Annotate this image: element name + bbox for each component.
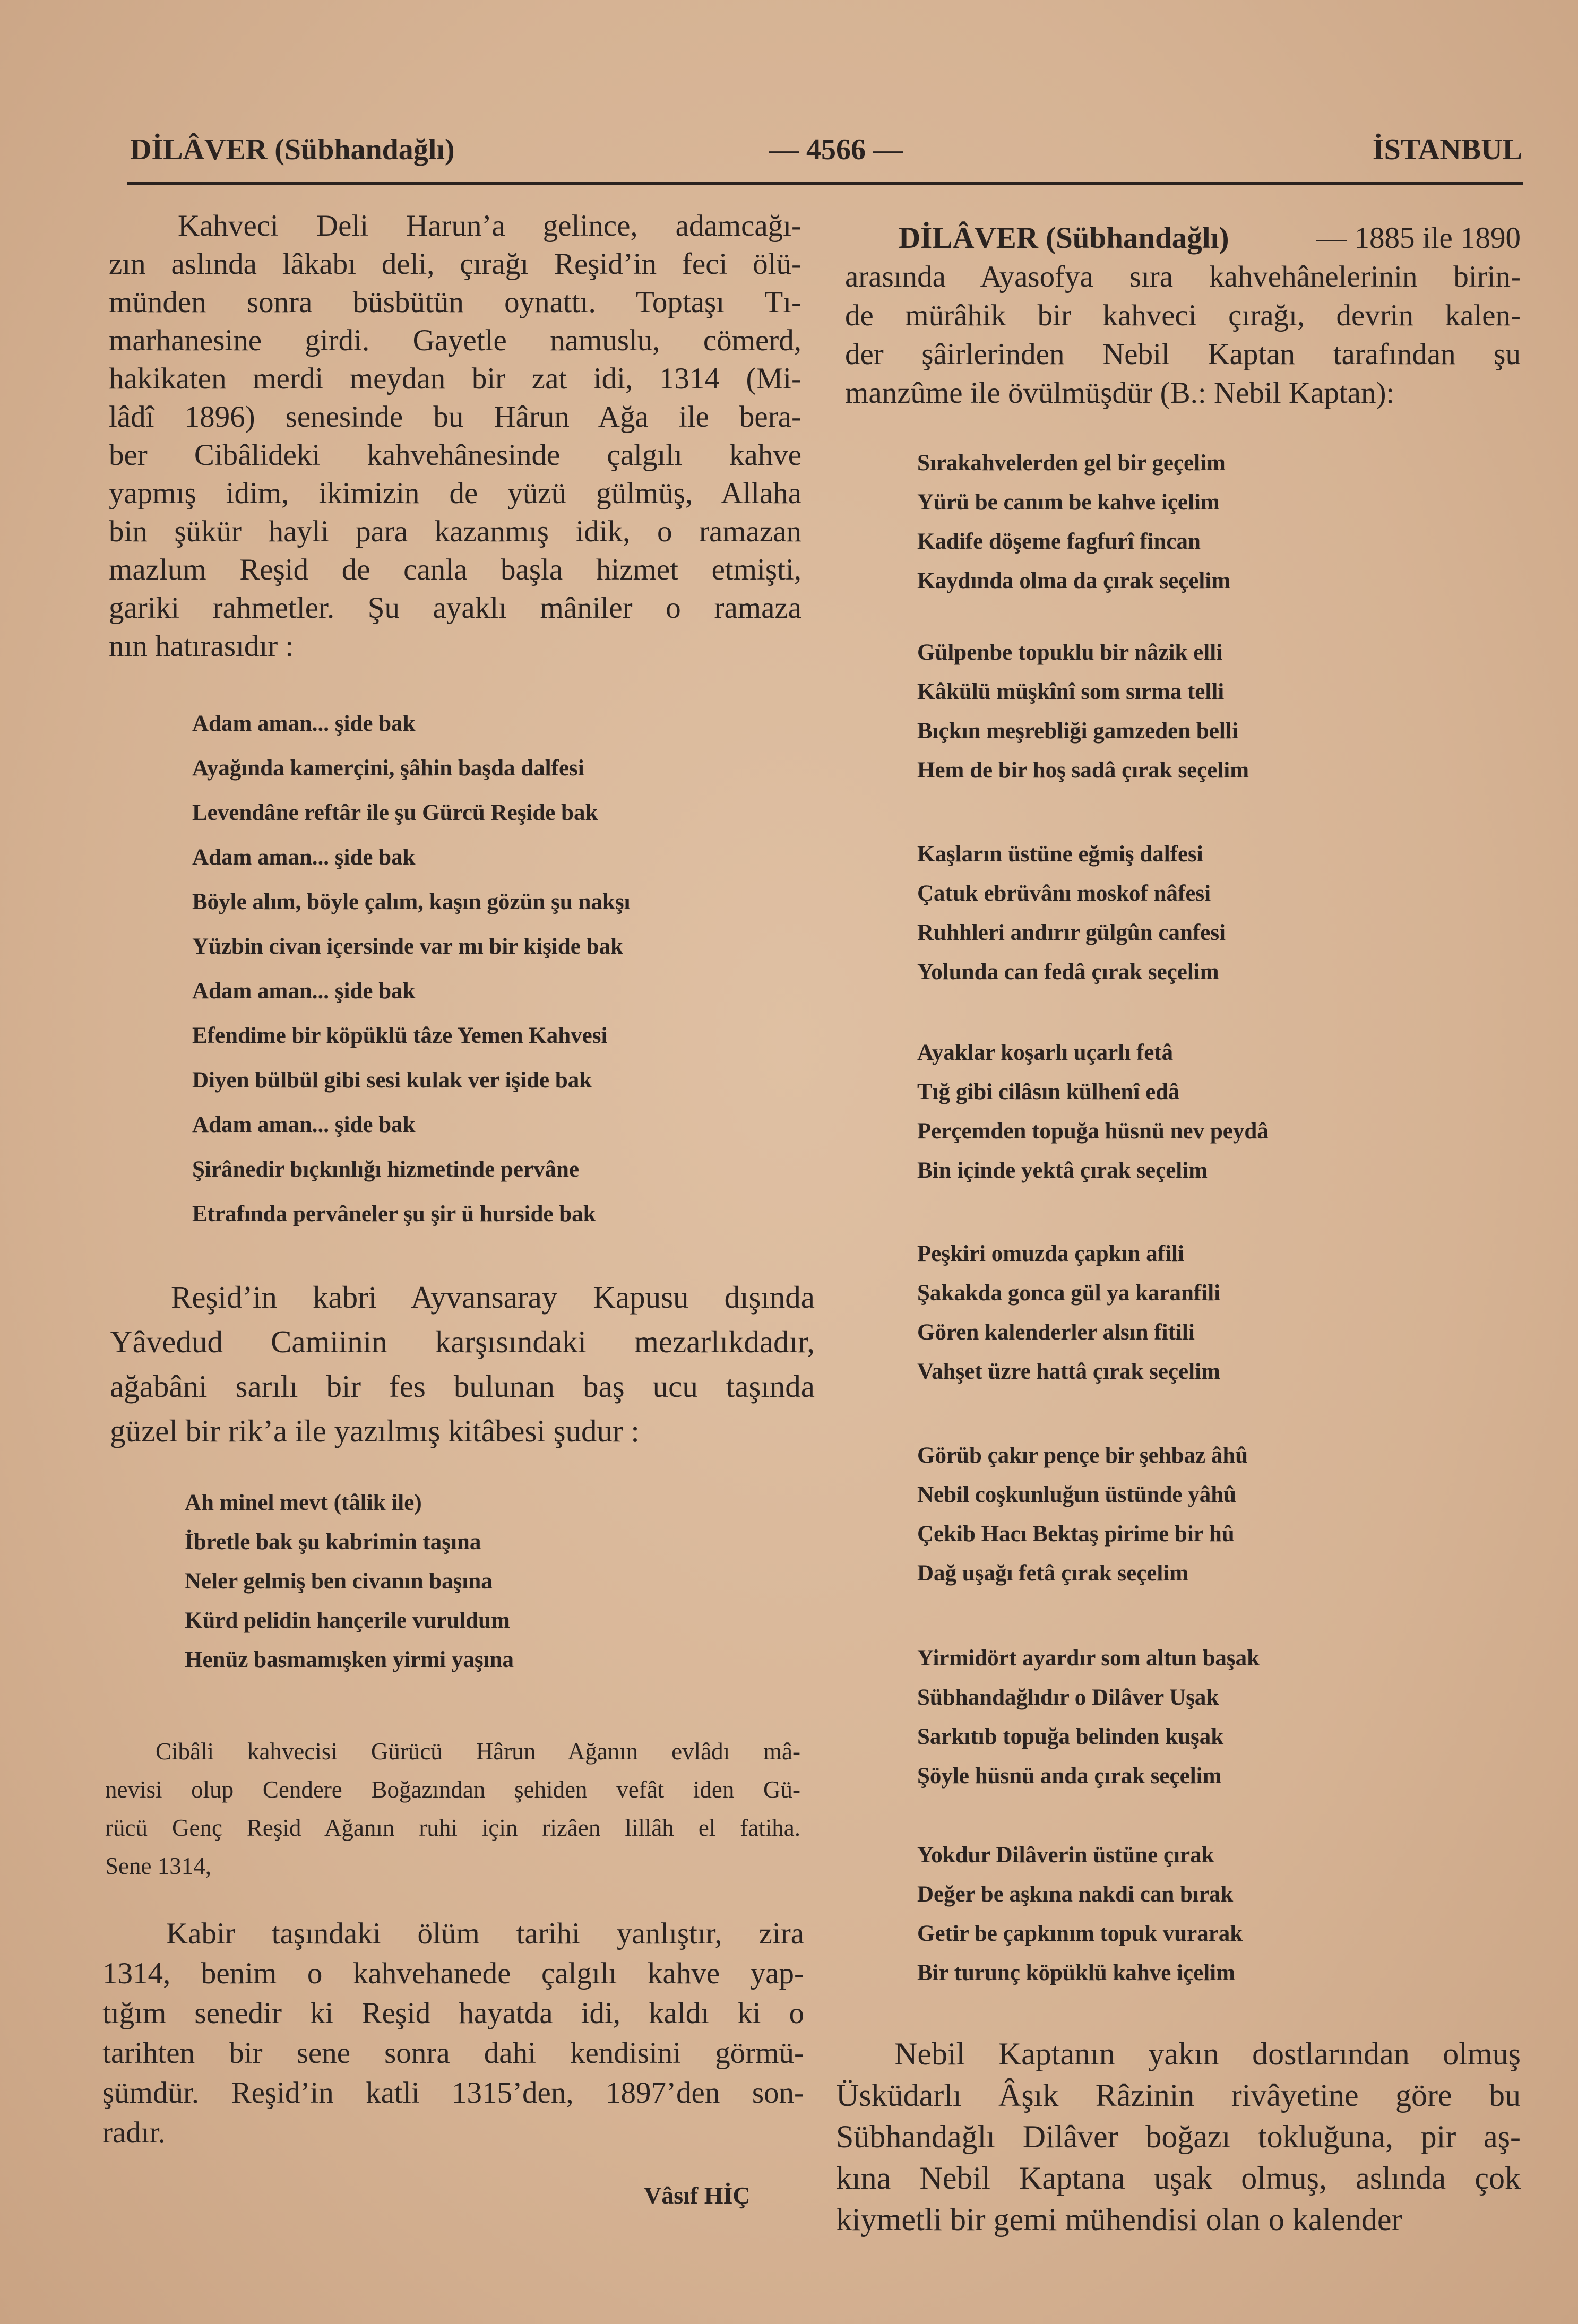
poem-stanza (917, 1836, 1243, 1993)
entry-headword: DİLÂVER (Sübhandağlı) (899, 221, 1229, 255)
text-line: rücü Genç Reşid Ağanın ruhi için rizâen lillâh el fatiha. (105, 1815, 800, 1841)
text-line: Kürd pelidin hançerile vuruldum (185, 1608, 510, 1633)
poem-line: Yirmidört ayardır som altun başak (917, 1646, 1260, 1671)
text-line: Sübhandağlı Dilâver boğazı tokluğuna, pir aş- (836, 2119, 1521, 2154)
poem-line: Peşkiri omuzda çapkın afili (917, 1241, 1184, 1266)
poem-line: Tığ gibi cilâsın külhenî edâ (917, 1079, 1180, 1104)
poem-stanza (917, 444, 1230, 601)
text-line: Şirânedir bıçkınlığı hizmetinde pervâne (192, 1157, 580, 1182)
running-head-right: İSTANBUL (1372, 133, 1522, 166)
author-signature: Vâsıf HİÇ (644, 2182, 751, 2209)
poem-line: Gülpenbe topuklu bir nâzik elli (917, 640, 1223, 665)
text-line: Adam aman... şide bak (192, 845, 416, 870)
text-line: yapmış idim, ikimizin de yüzü gülmüş, Allaha (109, 477, 801, 510)
poem-line: Nebil coşkunluğun üstünde yâhû (917, 1482, 1237, 1507)
header-rule (127, 182, 1523, 185)
poem-line: Yolunda can fedâ çırak seçelim (917, 960, 1219, 984)
text-line: hakikaten merdi meydan bir zat idi, 1314 (Mi- (109, 362, 801, 395)
poem-line: Kâkülü müşkînî som sırma telli (917, 679, 1225, 704)
poem-line: Sarkıtıb topuğa belinden kuşak (917, 1724, 1224, 1749)
running-head-left: DİLÂVER (Sübhandağlı) (130, 133, 455, 166)
text-line: zın aslında lâkabı deli, çırağı Reşid’in feci ölü- (109, 247, 801, 281)
text-line: Neler gelmiş ben civanın başına (185, 1569, 493, 1594)
poem-stanza (917, 1033, 1269, 1190)
text-line: arasında Ayasofya sıra kahvehânelerinin birin- (845, 260, 1521, 293)
text-line: Efendime bir köpüklü tâze Yemen Kahvesi (192, 1023, 608, 1048)
right-paragraph-1 (845, 257, 1521, 412)
poem-stanza (917, 1639, 1260, 1796)
poem-stanza (917, 1234, 1220, 1392)
text-line: Yüzbin civan içersinde var mı bir kişide bak (192, 934, 623, 959)
text-line: ber Cibâlideki kahvehânesinde çalgılı kahve (109, 438, 801, 472)
text-line: tığım senedir ki Reşid hayatda idi, kaldı ki o (102, 1997, 804, 2030)
text-line: şümdür. Reşid’in katli 1315’den, 1897’den son- (102, 2076, 804, 2110)
text-line: Adam aman... şide bak (192, 711, 416, 736)
text-line: manzûme ile övülmüşdür (B.: Nebil Kaptan): (845, 376, 1395, 410)
text-line: Etrafında pervâneler şu şir ü hurside bak (192, 1202, 596, 1226)
text-line: Levendâne reftâr ile şu Gürcü Reşide bak (192, 800, 598, 825)
left-paragraph-1 (109, 207, 801, 666)
text-line: Ayağında kamerçini, şâhin başda dalfesi (192, 756, 584, 781)
poem-stanza (917, 633, 1249, 790)
poem-line: Bir turunç köpüklü kahve içelim (917, 1960, 1235, 1985)
poem-line: Gören kalenderler alsın fitili (917, 1320, 1195, 1345)
right-entry-first-line (899, 219, 1521, 257)
text-line: Nebil Kaptanın yakın dostlarından olmuş (894, 2036, 1521, 2071)
text-line: güzel bir rik’a ile yazılmış kitâbesi şudur : (110, 1413, 640, 1448)
text-line: lâdî 1896) senesinde bu Hârun Ağa ile bera- (109, 400, 801, 434)
left-paragraph-3 (102, 1914, 804, 2153)
poem-line: Vahşet üzre hattâ çırak seçelim (917, 1359, 1220, 1384)
poem-line: Çekib Hacı Bektaş pirime bir hû (917, 1522, 1235, 1547)
text-line: İbretle bak şu kabrimin taşına (185, 1530, 481, 1554)
text-line: Sene 1314, (105, 1853, 211, 1879)
poem-line: Bin içinde yektâ çırak seçelim (917, 1158, 1208, 1183)
text-line: marhanesine girdi. Gayetle namuslu, cömerd, (109, 324, 801, 357)
poem-line: Görüb çakır pençe bir şehbaz âhû (917, 1443, 1248, 1468)
text-line: Kahveci Deli Harun’a gelince, adamcağı- (178, 209, 801, 243)
poem-line: Kaydında olma da çırak seçelim (917, 568, 1231, 593)
text-line: Böyle alım, böyle çalım, kaşın gözün şu nakşı (192, 889, 631, 914)
page-number: — 4566 — (769, 133, 903, 166)
text-line: Reşid’in kabri Ayvansaray Kapusu dışında (171, 1280, 815, 1315)
poem-stanza (917, 835, 1226, 992)
left-paragraph-2 (110, 1275, 815, 1453)
poem-line: Ruhhleri andırır gülgûn canfesi (917, 920, 1226, 945)
poem-stanza (917, 1436, 1248, 1593)
poem-line: Yürü be canım be kahve içelim (917, 490, 1220, 515)
text-line: der şâirlerinden Nebil Kaptan tarafından şu (845, 338, 1521, 371)
poem-line: Bıçkın meşrebliği gamzeden belli (917, 719, 1238, 744)
text-line: Diyen bülbül gibi sesi kulak ver işide bak (192, 1068, 592, 1093)
text-line: Yâvedud Camiinin karşısındaki mezarlıkdadır, (110, 1324, 815, 1359)
poem-line: Getir be çapkınım topuk vurarak (917, 1921, 1243, 1946)
text-line: tarihten bir sene sonra dahi kendisini görmü- (102, 2036, 804, 2070)
text-line: Adam aman... şide bak (192, 979, 416, 1004)
poem-line: Çatuk ebrüvânı moskof nâfesi (917, 881, 1211, 906)
text-line: nevisi olup Cendere Boğazından şehiden vefât iden Gü- (105, 1776, 800, 1803)
entry-first-line-text: — 1885 ile 1890 (1316, 221, 1521, 255)
text-line: ağabâni sarılı bir fes bulunan baş ucu taşında (110, 1369, 815, 1404)
text-line: radır. (102, 2116, 166, 2149)
text-line: Henüz basmamışken yirmi yaşına (185, 1647, 514, 1672)
poem-line: Sübhandağlıdır o Dilâver Uşak (917, 1685, 1219, 1710)
left-poem-2-epitaph (185, 1483, 514, 1680)
text-line: gariki rahmetler. Şu ayaklı mâniler o ramaza (109, 591, 801, 625)
text-line: Adam aman... şide bak (192, 1112, 416, 1137)
text-line: de mürâhik bir kahveci çırağı, devrin kalen- (845, 299, 1521, 332)
text-line: Cibâli kahvecisi Gürücü Hârun Ağanın evlâdı mâ- (156, 1738, 800, 1765)
poem-line: Dağ uşağı fetâ çırak seçelim (917, 1561, 1189, 1586)
poem-line: Şöyle hüsnü anda çırak seçelim (917, 1764, 1222, 1789)
text-line: mazlum Reşid de canla başla hizmet etmişti, (109, 553, 801, 586)
poem-line: Perçemden topuğa hüsnü nev peydâ (917, 1119, 1269, 1144)
left-poem-1 (192, 702, 631, 1237)
poem-line: Hem de bir hoş sadâ çırak seçelim (917, 758, 1249, 783)
poem-line: Şakakda gonca gül ya karanfili (917, 1281, 1221, 1306)
left-inscription-text (105, 1732, 800, 1885)
text-line: Ah minel mevt (tâlik ile) (185, 1490, 422, 1515)
text-line: Kabir taşındaki ölüm tarihi yanlıştır, zira (166, 1917, 804, 1950)
text-line: Üsküdarlı Âşık Râzinin rivâyetine göre bu (836, 2078, 1521, 2113)
right-paragraph-2 (836, 2033, 1521, 2240)
text-line: kına Nebil Kaptana uşak olmuş, aslında çok (836, 2161, 1521, 2196)
poem-line: Sırakahvelerden gel bir geçelim (917, 451, 1226, 476)
text-line: bin şükür hayli para kazanmış idik, o ramazan (109, 515, 801, 548)
text-line: münden sonra büsbütün oynattı. Toptaşı Tı- (109, 286, 801, 319)
text-line: nın hatırasıdır : (109, 629, 294, 663)
poem-line: Değer be aşkına nakdi can bırak (917, 1882, 1234, 1907)
poem-line: Ayaklar koşarlı uçarlı fetâ (917, 1040, 1174, 1065)
text-line: kiymetli bir gemi mühendisi olan o kalender (836, 2202, 1402, 2237)
poem-line: Kaşların üstüne eğmiş dalfesi (917, 842, 1203, 867)
text-line: 1314, benim o kahvehanede çalgılı kahve yap- (102, 1957, 804, 1990)
poem-line: Kadife döşeme fagfurî fincan (917, 529, 1201, 554)
poem-line: Yokdur Dilâverin üstüne çırak (917, 1843, 1214, 1868)
